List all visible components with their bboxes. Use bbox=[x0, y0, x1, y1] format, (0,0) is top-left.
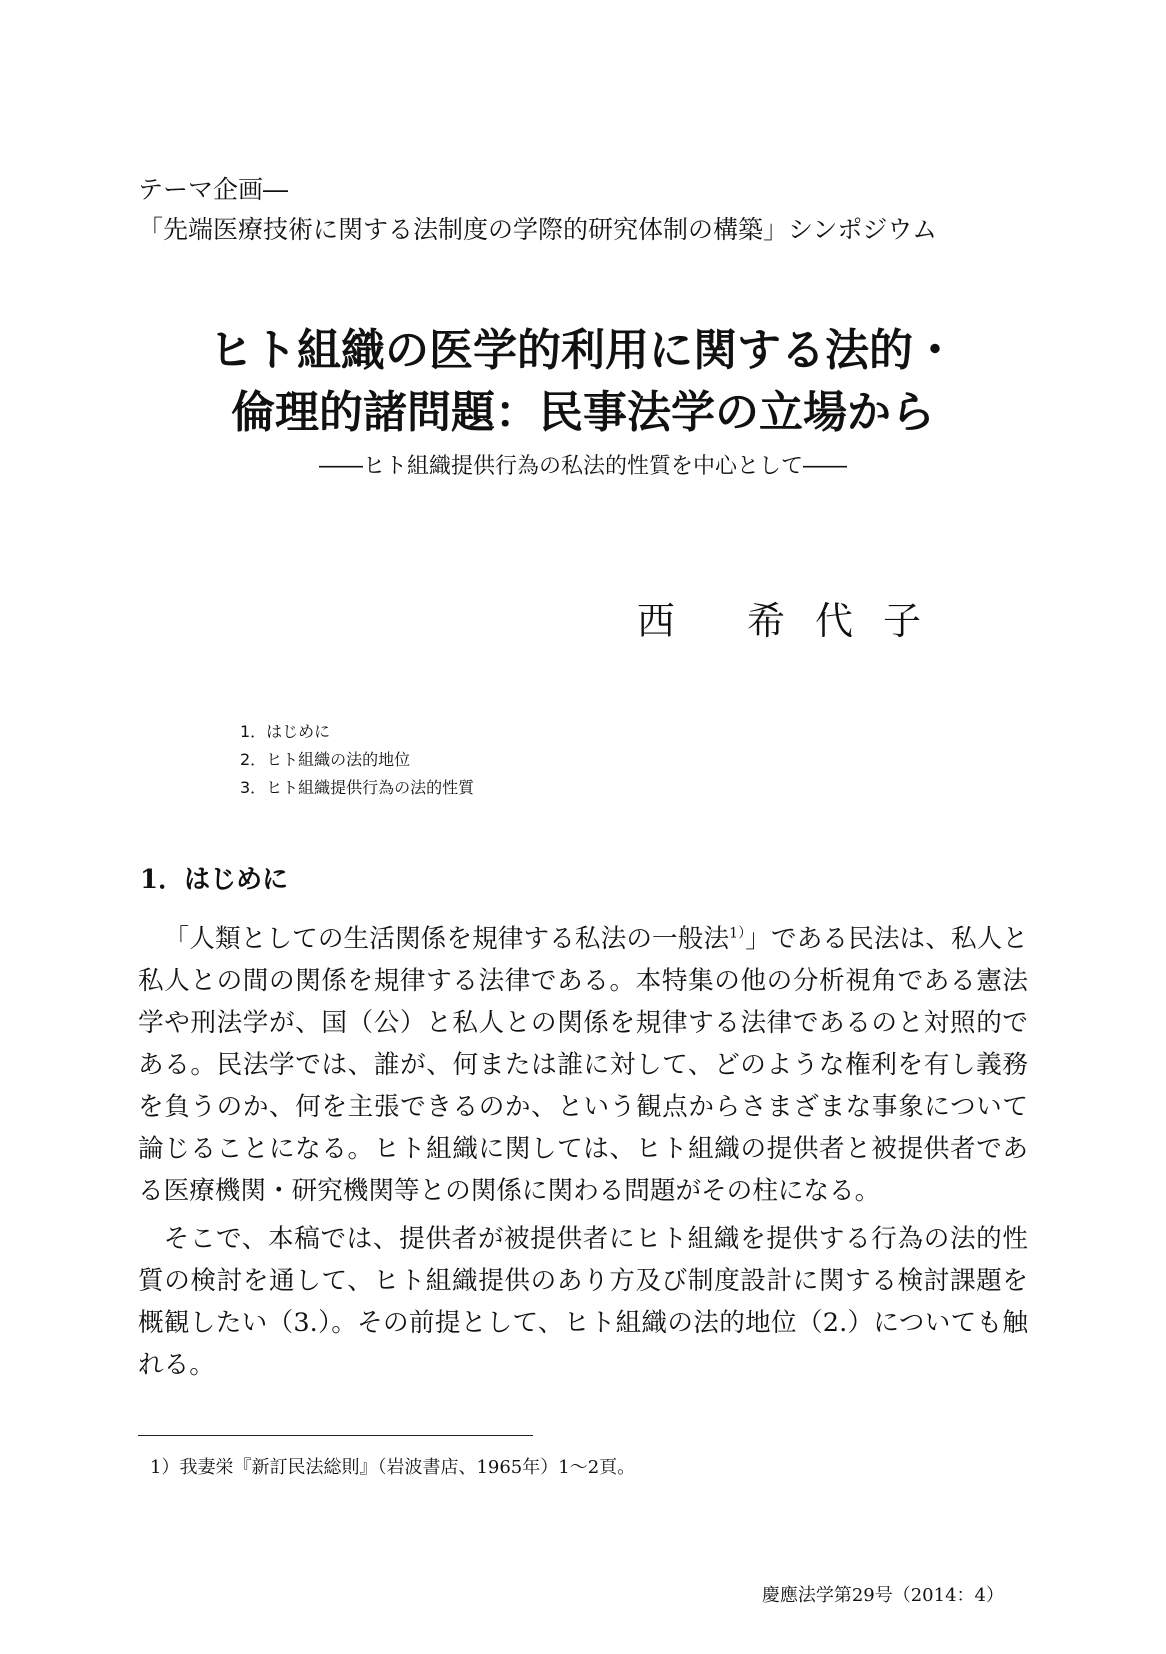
journal-citation: 慶應法学第29号（2014：4） bbox=[761, 1585, 1004, 1606]
article-title-line-2: 倫理的諸問題：民事法学の立場から bbox=[231, 387, 935, 438]
paragraph-1-quote: 「人類としての生活関係を規律する私法の一般法 bbox=[163, 924, 730, 954]
author-name: 西 希代子 bbox=[636, 599, 951, 643]
toc-item-1: 1．はじめに bbox=[240, 722, 331, 741]
body-text bbox=[138, 918, 1028, 1386]
paragraph-1-text: 」である民法は、私人と私人との間の関係を規律する法律である。本特集の他の分析視角である憲法学や刑法学が、国（公）と私人との関係を規律する法律であるのと対照的である。民法学では、誰が、何または誰に対して、どのような権利を有し義務を負うのか、何を主張できるのか、という観点からさまざまな事象について論じることになる。ヒト組織に関しては、ヒト組織の提供者と被提供者である医療機関・研究機関等との関係に関わる問題がその柱になる。 bbox=[138, 924, 1028, 1206]
footnote-divider bbox=[138, 1435, 533, 1436]
footnote-1: 1）我妻栄『新訂民法総則』（岩波書店、1965年）1～2頁。 bbox=[150, 1457, 636, 1478]
toc-item-2: 2．ヒト組織の法的地位 bbox=[240, 750, 411, 769]
article-title-line-1: ヒト組織の医学的利用に関する法的・ bbox=[209, 325, 957, 376]
paragraph-2: そこで、本稿では、提供者が被提供者にヒト組織を提供する行為の法的性質の検討を通して、ヒト組織提供のあり方及び制度設計に関する検討課題を概観したい（3.）。その前提として、ヒト組織の法的地位（2.）についても触れる。 bbox=[138, 1224, 1028, 1380]
paragraph-1 bbox=[138, 918, 1028, 1212]
symposium-title: 「先端医療技術に関する法制度の学際的研究体制の構築」シンポジウム bbox=[138, 215, 938, 244]
article-title bbox=[0, 320, 1166, 444]
table-of-contents bbox=[240, 718, 474, 802]
series-label: テーマ企画― bbox=[138, 175, 289, 204]
footnote-ref-1: 1） bbox=[729, 925, 746, 942]
section-heading: 1．はじめに bbox=[140, 865, 289, 895]
series-header bbox=[138, 170, 937, 250]
article-subtitle: ――ヒト組織提供行為の私法的性質を中心として―― bbox=[318, 454, 847, 479]
toc-item-3: 3．ヒト組織提供行為の法的性質 bbox=[240, 778, 475, 797]
